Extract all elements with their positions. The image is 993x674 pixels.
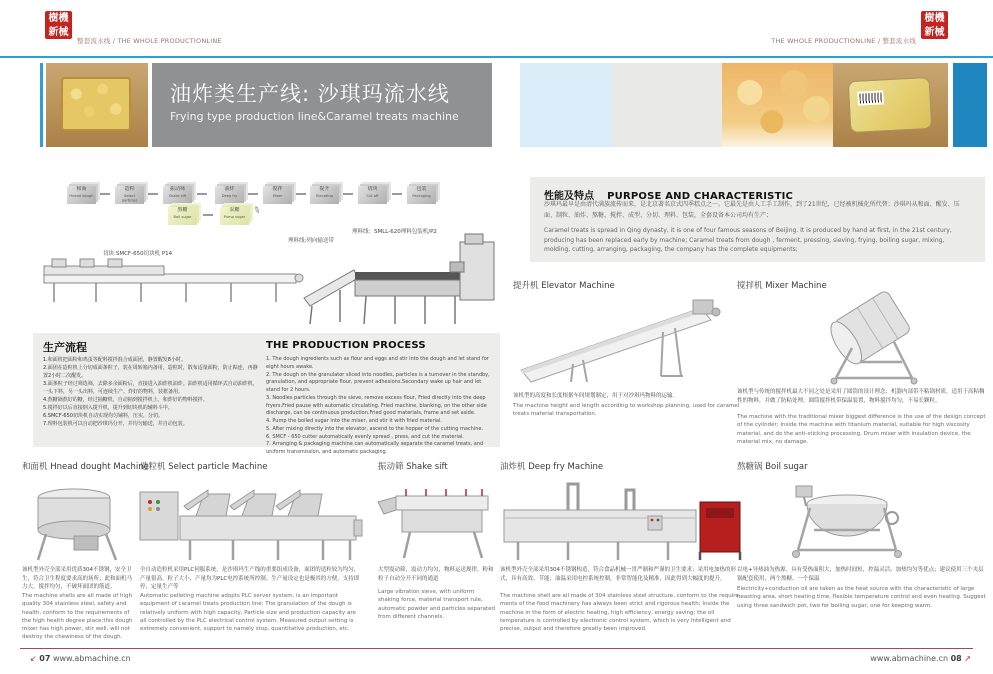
header-divider	[0, 56, 993, 58]
banner-lightgray-block	[612, 63, 722, 147]
arrange-line-label: 理料线:列向输送带	[288, 238, 334, 244]
purpose-text-en: Caramel treats is spread in Qing dynasty, it is one of four famous seasons of Beijing. It is produced by hand at first, in the 21st century, producing has been replaced early by machine; Caramel treats from dough , ferment, pressing, sieving, frying, boiling sugar, mixing, molding, cutting, arranging, packaging, the company has the complete equipments;	[544, 227, 952, 254]
page-number-left: 07	[39, 654, 51, 663]
process-step: 1.和面机把面粉和鸡蛋等配料搅拌混合成面团，静置醒发8小时。	[43, 357, 186, 363]
header-label-right: THE WHOLE PRODUCTIONLINE / 整套流水线	[771, 37, 916, 45]
flow-connector	[203, 214, 213, 216]
fry-machine-title: 油炸机 Deep fry Machine	[500, 462, 604, 472]
process-list-en	[266, 356, 494, 457]
flow-connector	[197, 193, 207, 195]
process-step: 1. The dough ingredients such as flour and eggs and stir into the dough and let stand for eight hours awake.	[266, 356, 489, 370]
purpose-text-cn: 沙琪玛最早是由清代满族流传而来，是北京著名京式四季糕点之一。它最先是由人工手工制作，到了21世纪，已经被机械化所代替；沙琪玛从和面、醒发、压面、制粒、油炸、熬糖、搅拌、成型、分切、理料、包装，全套设备本公司均有生产；	[544, 201, 960, 219]
flow-step-dough: 和面 Hnead dough	[67, 186, 96, 204]
fry-desc-cn: 该机型外壳全部采用304不锈钢构造，符合食品机械一贯严制和严谨的卫生要求；采用电加热的形式，具有高效、节能；油温采用电控系统控制，非常智能化及精准，因此得到大幅度的提升。	[500, 567, 737, 582]
sift-desc-cn: 大型震动筛，震动力均匀，物料运送规律，粉和粒子自动分开不同的通道	[378, 567, 494, 582]
fry-desc-en: The machine shell are all made of 304 stainless steel structure, conform to the require-ments of the food machinery has always been strict and rigorous health; Inside the machine in the form of electric heating, high efficiency, energy saving; the oil temperature is controlled by electronic control system, which is very intelligent and precise, output and therefore greatly been improved.	[500, 593, 741, 632]
banner-accent-stripe	[40, 63, 43, 147]
banner-lightblue-block	[520, 63, 612, 147]
flow-step-elevating: 提升 Elevating	[310, 186, 339, 204]
mixer-machine-title: 搅拌机 Mixer Machine	[737, 281, 827, 291]
process-step: 2. The dough on the granulator sliced into noodles, particles is a turnover in the standby, granulation, and appropriate flour, prevent adhesions.Secondary wake up hair and let stand for 2 hours.	[266, 371, 490, 393]
flow-step-pump-sugar: 泵糖 Pump sugar	[220, 207, 249, 225]
website-url[interactable]: www.abmachine.cn	[870, 654, 949, 663]
process-step: 5.搅拌好以后直接倒入提升机，提升到切块机的辅料斗中。	[43, 405, 173, 411]
dough-desc-en: The machine shells are all made of high quality 304 stainless steel, safety and health, conform to the requirements of the high health degree place;this dough mixer has high power, stir well, will not destroy the chewiness of the dough.	[22, 593, 133, 641]
page-number-right: 08	[950, 654, 962, 663]
flow-step-boil-sugar: 熬糖 Boil sugar	[168, 207, 197, 225]
footer-left	[30, 654, 131, 663]
sachima-block	[61, 77, 131, 131]
stamp-text: 新械	[48, 26, 69, 38]
process-step: 4. Pump the boiled sugar into the mixer, and stir it with fried material.	[266, 418, 442, 424]
header-label-left: 整套流水线 / THE WHOLE PRODUCTIONLINE	[77, 37, 222, 45]
process-title-en: THE PRODUCTION PROCESS	[266, 340, 426, 351]
sugar-desc-cn: 以电+导热油为热源。具有受热面积大，加热时间短，控温灵活、加热均匀等优点；建议使用三个夹层锅配套使用，两个熬糖、一个保温	[737, 567, 984, 582]
process-step: 6. SMCF - 650 cutter automatically evenly spread , press, and cut the material.	[266, 433, 464, 440]
pencil-arrow-icon: ✎	[251, 205, 263, 217]
flow-step-mixer: 搅拌 Mixer	[263, 186, 292, 204]
process-list-cn	[43, 356, 261, 428]
elevator-desc-cn: 该机型的高度和长度根据车间规划制定，用于对沙琪玛物料的运输。	[513, 393, 679, 399]
flow-connector	[148, 193, 158, 195]
barcode	[857, 90, 884, 105]
footer-divider	[20, 648, 973, 649]
package-line-label: 理料线：SMLL-620理料包装机/P2	[352, 229, 437, 235]
flow-step-particles: 造粒 Select particles	[115, 186, 144, 204]
mixer-machine-photo	[790, 290, 950, 385]
sachima-closeup-photo	[722, 63, 833, 147]
sachima-photo	[46, 63, 148, 147]
mixer-desc-cn: 该机型与传统的搅拌机最大不同之处是采用了圆筒的设计理念；机器内部带不粘锅材质，适用于高粘稠性的物料，并做了防粘处理。圆筒搅拌机带保温装置，物料搅拌均匀，不易长颗粒。	[737, 389, 985, 404]
package-bag	[848, 77, 933, 133]
process-step: 2.面团在造粒机上分切成面条粒子，装在周转箱内备用，造粒时，散布适量面粉，防止粘连，再静置2小时二次醒发。	[43, 365, 258, 379]
mixer-desc-en: The machine with the traditional mixer biggest difference is the use of the design concept of the cylinder; Inside the machine with titanium material, suitable for high viscosity material, and do the anti-sticking processing. Drum mixer with insulation device, the material mix, no damage.	[737, 414, 986, 445]
particle-machine-photo	[138, 476, 364, 564]
production-process-panel	[33, 333, 500, 455]
sugar-desc-en: Electricity+conduction oil are taken as the heat source with the characteristic of large heasting area, short heating time, flexible temperature control and even heating. Suggest using three sandwich pot, two for boiling sugar, one for keeping warm.	[737, 586, 986, 609]
packaged-product-photo	[833, 63, 948, 147]
purpose-title-en: PURPOSE AND CHARACTERISTIC	[607, 191, 794, 202]
flow-connector	[343, 193, 353, 195]
process-step: 4.熬糖锅熬好的糖，经过抽糖机，自动抽到搅拌机上，和炸好的物料搅拌。	[43, 397, 208, 403]
website-url[interactable]: www.abmachine.cn	[52, 654, 131, 663]
fry-machine-photo	[498, 476, 746, 564]
flow-step-packaging: 包装 Packaging	[407, 186, 436, 204]
footer-swoosh-icon: ↙	[30, 654, 37, 663]
elevator-machine-photo	[513, 292, 728, 388]
flow-connector	[392, 193, 402, 195]
dough-machine-title: 和面机 Hnead dought Machine	[22, 462, 149, 472]
elevator-machine-title: 提升机 Elevator Machine	[513, 281, 615, 291]
sugar-machine-photo	[772, 478, 922, 562]
dough-machine-photo	[22, 476, 132, 564]
cutter-line-label: 切块:SMCF-650切块机 P14	[103, 251, 173, 257]
footer-right	[870, 654, 971, 663]
process-step: 3. Noodles particles through the sieve, remove excess flour, Fried directly into the deep fryers.Fried pause with automatic circulating. Fried machine, blanking, on the other side discharge, can be continuous production.Fried good materials, frame and set aside.	[266, 394, 487, 417]
flow-connector	[248, 193, 258, 195]
process-title-cn: 生产流程	[43, 341, 87, 354]
flow-step-fry: 油炸 Deep fry	[215, 186, 244, 204]
banner-blue-block	[953, 63, 987, 147]
process-step: 3.面条粒子经过筛选筛，去除多余面粉后，直接进入油炸机油炸。油炸机适用循环式自动油炸机，一头下料，另一头出料，可连续生产。炸好的物料，装框备用。	[43, 381, 258, 395]
company-stamp-logo-right	[921, 11, 948, 39]
flow-connector	[100, 193, 110, 195]
page-title	[152, 63, 492, 147]
page-title-cn: 油炸类生产线: 沙琪玛流水线	[170, 82, 450, 106]
elevator-desc-en: The machine height and length according to workshop planning, used for caramel treats material transportation.	[513, 403, 740, 418]
sugar-machine-title: 熬糖锅 Boil sugar	[737, 462, 808, 472]
stamp-text: 樹機	[48, 12, 69, 24]
packaging-machine-drawing	[300, 232, 500, 330]
page-title-en: Frying type production line&Caramel treats machine	[170, 110, 459, 123]
cutter-machine-drawing	[36, 256, 306, 308]
sift-machine-photo	[376, 476, 498, 564]
purpose-title-cn: 性能及特点	[544, 191, 594, 202]
stamp-text: 新械	[924, 26, 945, 38]
dough-desc-cn: 该机型外壳全部采用优质304不锈钢，安全卫生，符合卫生程度要求高的场所；此和面机马力大，搅拌均匀，不破坏面团的筋道。	[22, 567, 133, 591]
particle-desc-en: Automatic pelleting machine adopts PLC server system, is an important equipment of caramel treats production line; The granulation of the dough is relatively uniform with high capacity, Particle size and production capacity are all controlled by the PLC electrical control system. Measured output setting is extremely convenient, support to namely stop, quantitative production, etc.	[140, 593, 356, 632]
flow-step-cut: 切块 Cut off	[358, 186, 387, 204]
sift-desc-en: Large vibration sieve, with uniform shaking force, material transport rule, automatic powder and particles separated from different channels.	[378, 589, 496, 620]
process-step: 5. After mixing directly into the elevator, ascend to the hopper of the cutting machine.	[266, 425, 484, 432]
flow-step-sift: 振动筛 Shake sift	[163, 186, 192, 204]
stamp-text: 樹機	[924, 12, 945, 24]
company-stamp-logo-left	[45, 11, 72, 39]
process-step: 7.理料包装机可以自动把沙琪玛分开，并均匀输送，并自动包装。	[43, 421, 188, 427]
footer-swoosh-icon: ↗	[964, 654, 971, 663]
process-step: 7. Arranging & packaging machine can automatically separate the caramel treats, and uniform transmission, and automatic packaging.	[266, 441, 484, 455]
purpose-panel	[530, 177, 985, 262]
process-step: 6.SMCF-650切块机自动实现均匀铺料，压实，分切。	[43, 413, 163, 419]
particle-machine-title: 造粒机 Select particle Machine	[140, 462, 268, 472]
particle-desc-cn: 全自动造粒机采用PLC伺服系统，是沙琪玛生产线的重要组成设备，面团的造粒较为均匀，产量很高。粒子大小、产量均为PLC电控系统所控制。生产量设定也是极其的方便，支持即停，定量生产等	[140, 567, 360, 591]
flow-connector	[296, 193, 306, 195]
sift-machine-title: 振动筛 Shake sift	[378, 462, 448, 472]
